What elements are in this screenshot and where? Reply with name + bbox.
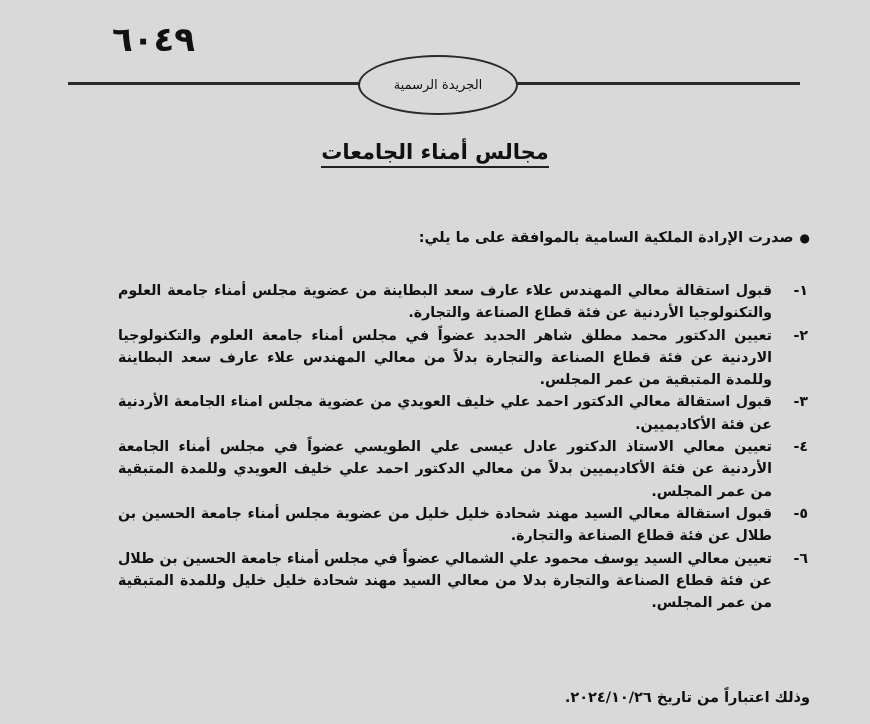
item-number: ٢- [793, 327, 808, 344]
item-text: قبول استقالة معالي السيد مهند شحادة خليل خليل من عضوية مجلس أمناء جامعة الحسين بن طلال عن فئة قطاع الصناعة والتجارة. [118, 505, 772, 545]
item-text: قبول استقالة معالي الدكتور احمد علي خليف العويدي من عضوية مجلس امناء الجامعة الأردنية عن فئة الأكاديميين. [118, 394, 772, 433]
intro-line [110, 230, 810, 246]
page-title [0, 140, 870, 164]
item-number: ٣- [793, 394, 808, 411]
item-number: ٦- [793, 550, 808, 567]
list-item [118, 548, 808, 615]
gazette-label: الجريدة الرسمية [393, 77, 483, 93]
item-number: ٤- [793, 439, 808, 456]
gazette-oval [358, 55, 518, 115]
item-number: ١- [793, 283, 808, 299]
page-title-text: مجالس أمناء الجامعات [321, 140, 549, 168]
list-item [118, 325, 808, 392]
bullet-icon: ● [799, 231, 810, 245]
item-text: تعيين معالي الاستاذ الدكتور عادل عيسى علي الطويسي عضواً في مجلس أمناء الجامعة الأردنية عن فئة الأكاديميين بدلاً من معالي الدكتور احمد علي خليف العويدي وللمدة المتبقية من عمر المجلس. [118, 439, 772, 500]
intro-text: صدرت الإرادة الملكية السامية بالموافقة على ما يلي: [418, 230, 794, 246]
closing-line: وذلك اعتباراً من تاريخ ٢٠٢٤/١٠/٢٦. [564, 690, 810, 706]
item-text: قبول استقالة معالي المهندس علاء عارف سعد البطاينة من عضوية مجلس أمناء جامعة العلوم والتكنولوجيا الأردنية عن فئة قطاع الصناعة والتجارة. [118, 283, 772, 322]
item-text: تعيين الدكتور محمد مطلق شاهر الحديد عضواً في مجلس أمناء جامعة العلوم والتكنولوجيا الاردنية عن فئة قطاع الصناعة والتجارة بدلاً من معالي المهندس علاء عارف سعد البطاينة وللمدة المتبقية من عمر المجلس. [118, 327, 772, 389]
list-item [118, 503, 808, 548]
list-item [118, 391, 808, 436]
list-item [118, 436, 808, 503]
item-number: ٥- [793, 505, 808, 522]
item-text: تعيين معالي السيد يوسف محمود علي الشمالي عضواً في مجلس أمناء جامعة الحسين بن طلال عن فئة قطاع الصناعة والتجارة بدلا من معالي السيد مهند شحادة خليل خليل وللمدة المتبقية من عمر المجلس. [118, 550, 772, 612]
list-item [118, 280, 808, 325]
decision-list [118, 280, 808, 614]
page-number: ٦٠٤٩ [112, 20, 196, 60]
